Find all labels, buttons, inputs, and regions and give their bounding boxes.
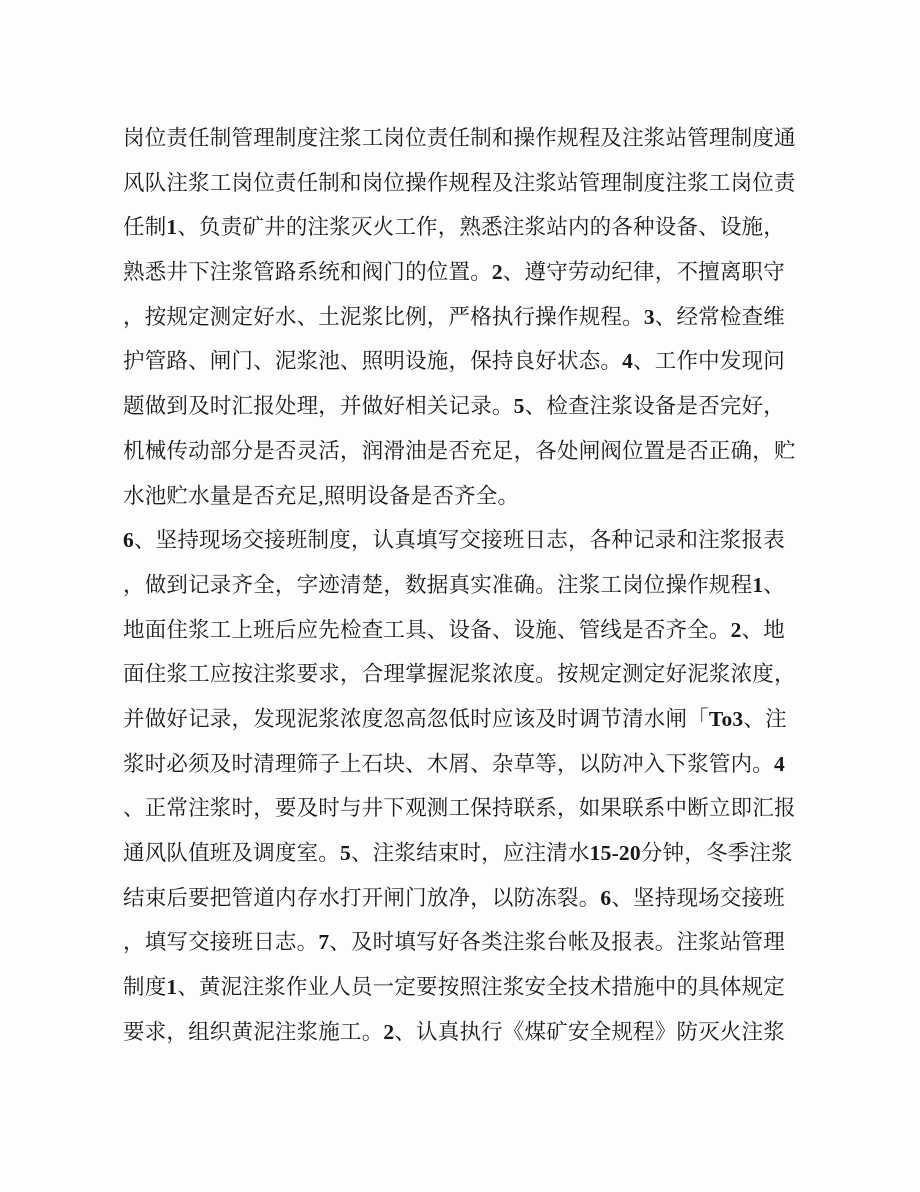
text-line-06: 护管路、闸门、泥浆池、照明设施，保持良好状态。4、工作中发现问 (123, 349, 785, 374)
text-line-09: 水池贮水量是否充足,照明设备是否齐全。 (123, 483, 520, 508)
text-line-15: 浆时必须及时清理筛子上石块、木屑、杂草等，以防冲入下浆管内。4 (123, 751, 785, 776)
text-line-01: 岗位责任制管理制度注浆工岗位责任制和操作规程及注浆站管理制度通 (123, 126, 796, 150)
text-line-04: 熟悉井下注浆管路系统和阀门的位置。2、遵守劳动纪律，不擅离职守 (123, 260, 785, 285)
text-line-05: ，按规定测定好水、土泥浆比例，严格执行操作规程。3、经常检查维 (123, 304, 785, 329)
text-line-14: 并做好记录，发现泥浆浓度忽高忽低时应该及时调节清水闸「To3、注 (123, 706, 787, 731)
text-line-20: 制度1、黄泥注浆作业人员一定要按照注浆安全技术措施中的具体规定 (123, 975, 785, 1000)
text-line-21: 要求，组织黄泥注浆施工。2、认真执行《煤矿安全规程》防灭火注浆 (123, 1019, 785, 1044)
text-line-07: 题做到及时汇报处理，并做好相关记录。5、检查注浆设备是否完好， (123, 394, 785, 419)
document-text-block (123, 116, 803, 1054)
text-line-11: ，做到记录齐全，字迹清楚，数据真实准确。注浆工岗位操作规程1、 (123, 572, 785, 597)
text-line-17: 通风队值班及调度室。5、注浆结束时，应注清水15-20分钟，冬季注浆 (123, 841, 793, 865)
text-line-13: 面住浆工应按注浆要求，合理掌握泥浆浓度。按规定测定好泥浆浓度， (123, 662, 796, 687)
text-line-18: 结束后要把管道内存水打开闸门放净，以防冻裂。6、坚持现场交接班 (123, 885, 785, 910)
text-line-08: 机械传动部分是否灵活，润滑油是否充足，各处闸阀位置是否正确，贮 (123, 438, 796, 463)
text-line-16: 、正常注浆时，要及时与井下观测工保持联系，如果联系中断立即汇报 (123, 796, 796, 821)
text-line-19: ，填写交接班日志。7、及时填写好各类注浆台帐及报表。注浆站管理 (123, 930, 785, 955)
text-line-10: 6、坚持现场交接班制度，认真填写交接班日志，各种记录和注浆报表 (123, 528, 785, 553)
text-line-02: 风队注浆工岗位责任制和岗位操作规程及注浆站管理制度注浆工岗位责 (123, 170, 796, 195)
text-line-03: 任制1、负责矿井的注浆灭火工作，熟悉注浆站内的各种设备、设施， (123, 215, 785, 240)
text-line-12: 地面住浆工上班后应先检查工具、设备、设施、管线是否齐全。2、地 (123, 617, 785, 642)
